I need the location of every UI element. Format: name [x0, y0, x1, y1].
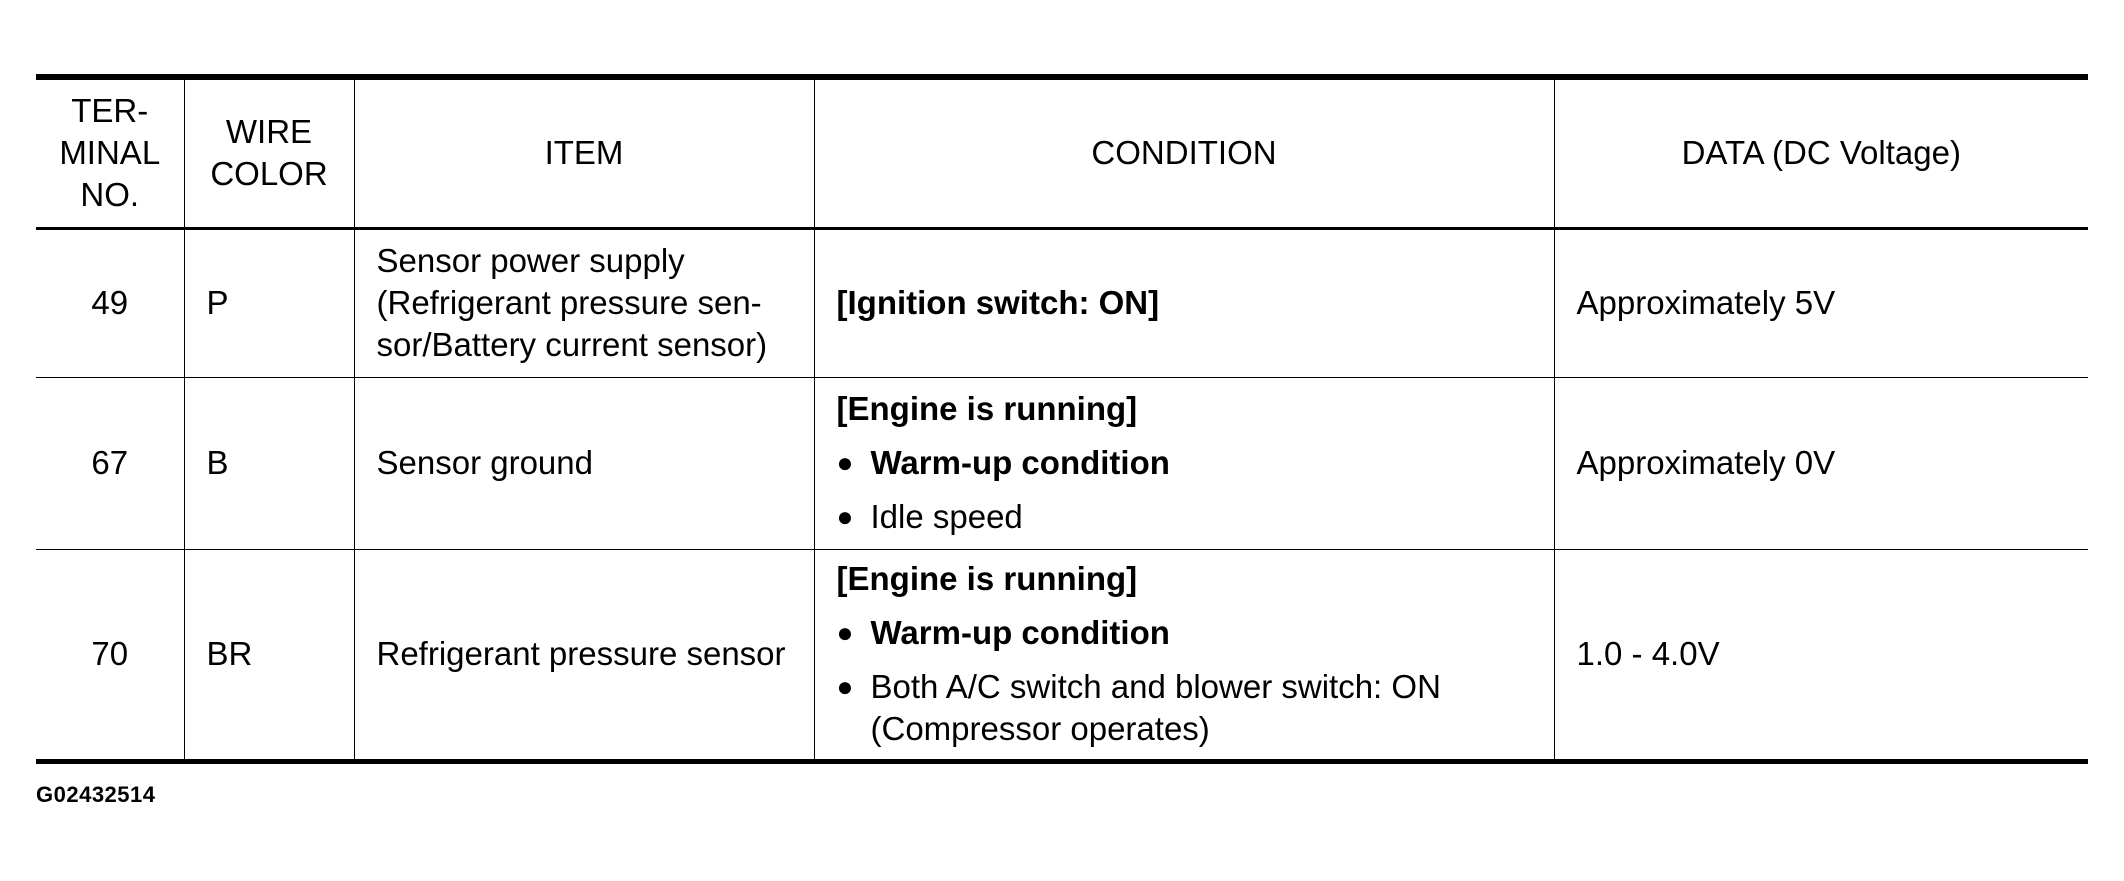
- data-cell: Approximately 0V: [1554, 377, 2088, 549]
- data-cell: Approximately 5V: [1554, 228, 2088, 377]
- item-line: Refrigerant pressure sensor: [376, 635, 786, 672]
- table-row: [36, 228, 2088, 377]
- condition-bullet: [837, 666, 1532, 750]
- item-cell: [354, 228, 814, 377]
- header-wire-color: [184, 77, 354, 228]
- condition-bullet: [837, 442, 1532, 484]
- bullet-text-line: (Compressor operates): [870, 710, 1210, 747]
- header-wire-line-2: COLOR: [210, 155, 328, 193]
- bullet-text: Idle speed: [870, 498, 1023, 535]
- bullet-dot-icon: ●: [836, 671, 854, 702]
- terminal-cell: 70: [36, 549, 184, 761]
- item-line: Sensor ground: [376, 444, 593, 481]
- data-cell: 1.0 - 4.0V: [1554, 549, 2088, 761]
- condition-heading: [Ignition switch: ON]: [836, 284, 1160, 321]
- bullet-text: Warm-up condition: [870, 614, 1170, 651]
- condition-cell: [814, 377, 1554, 549]
- header-condition: CONDITION: [814, 77, 1554, 228]
- table-row: [36, 377, 2088, 549]
- item-line: Sensor power supply: [376, 242, 685, 279]
- wire-color-cell: P: [184, 228, 354, 377]
- terminal-cell: 67: [36, 377, 184, 549]
- header-data: DATA (DC Voltage): [1554, 77, 2088, 228]
- condition-heading: [Engine is running]: [836, 390, 1138, 427]
- item-cell: [354, 549, 814, 761]
- condition-bullet: [837, 612, 1532, 654]
- bullet-dot-icon: ●: [836, 501, 854, 532]
- header-terminal-line-1: TER-: [71, 92, 149, 130]
- condition-cell: [814, 228, 1554, 377]
- header-terminal-no: [36, 77, 184, 228]
- table-row: [36, 549, 2088, 761]
- bullet-text: [871, 666, 1532, 750]
- wire-color-cell: B: [184, 377, 354, 549]
- header-terminal-line-2: MINAL: [59, 134, 161, 172]
- wire-color-cell: BR: [184, 549, 354, 761]
- terminal-cell: 49: [36, 228, 184, 377]
- bullet-dot-icon: ●: [836, 617, 854, 648]
- header-wire-line-1: WIRE: [225, 113, 313, 151]
- header-terminal-line-3: NO.: [80, 176, 140, 214]
- bullet-text-line: Both A/C switch and blower switch: ON: [870, 668, 1441, 705]
- item-line: sor/Battery current sensor): [376, 326, 768, 363]
- condition-heading: [Engine is running]: [836, 560, 1138, 597]
- figure-id: G02432514: [36, 782, 156, 807]
- bullet-text: Warm-up condition: [870, 444, 1170, 481]
- terminal-data-table: [36, 74, 2088, 764]
- item-line: (Refrigerant pressure sen-: [376, 284, 762, 321]
- condition-cell: [814, 549, 1554, 761]
- header-item: ITEM: [354, 77, 814, 228]
- condition-bullet: [837, 496, 1532, 538]
- bullet-dot-icon: ●: [836, 447, 854, 478]
- header-row: [36, 77, 2088, 228]
- item-cell: [354, 377, 814, 549]
